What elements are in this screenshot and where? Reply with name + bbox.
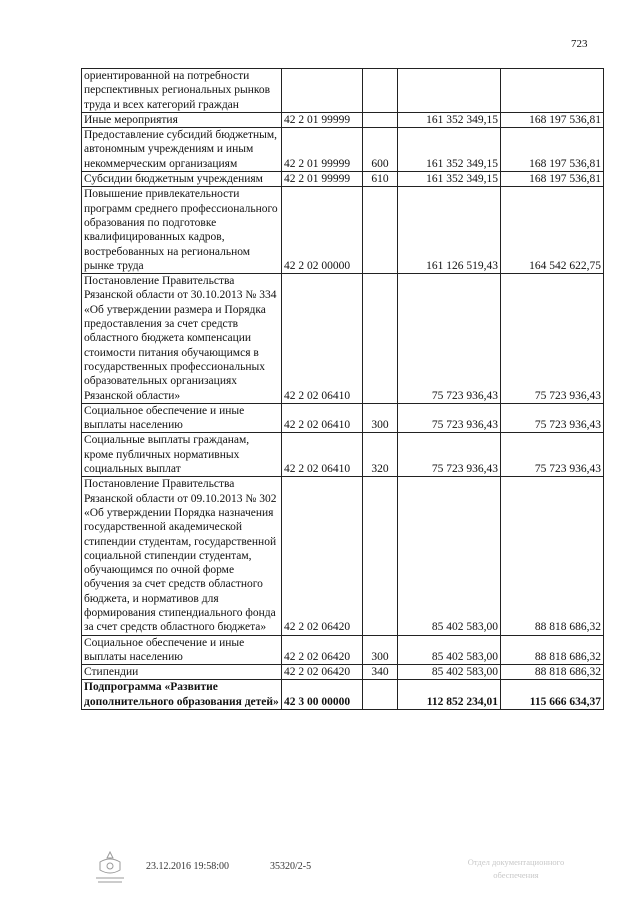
row-expense-type: 300	[363, 635, 398, 665]
row-description: Социальные выплаты гражданам, кроме публичных нормативных социальных выплат	[82, 433, 282, 477]
row-amount-year-1: 161 352 349,15	[398, 172, 501, 187]
row-amount-year-2: 168 197 536,81	[501, 172, 604, 187]
row-expense-type	[363, 477, 398, 635]
row-target-code: 42 2 02 06420	[282, 477, 363, 635]
row-expense-type: 340	[363, 665, 398, 680]
footer-doc-number: 35320/2-5	[270, 861, 312, 872]
row-description: Повышение привлекательности программ среднего профессионального образования по подготовке квалифицированных кадров, востребованных на региональном рынке труда	[82, 187, 282, 274]
row-amount-year-1: 85 402 583,00	[398, 635, 501, 665]
row-amount-year-2: 88 818 686,32	[501, 635, 604, 665]
row-amount-year-2: 168 197 536,81	[501, 112, 604, 127]
row-target-code: 42 2 02 06410	[282, 403, 363, 433]
table-row	[82, 433, 604, 477]
row-amount-year-1: 75 723 936,43	[398, 274, 501, 404]
row-expense-type	[363, 187, 398, 274]
row-target-code: 42 2 01 99999	[282, 112, 363, 127]
row-amount-year-1: 85 402 583,00	[398, 665, 501, 680]
row-target-code: 42 2 02 06410	[282, 433, 363, 477]
table-row	[82, 172, 604, 187]
table-row	[82, 403, 604, 433]
row-amount-year-1: 161 352 349,15	[398, 112, 501, 127]
row-amount-year-2: 88 818 686,32	[501, 477, 604, 635]
row-description: Постановление Правительства Рязанской области от 09.10.2013 № 302 «Об утверждении Порядка назначения государственной академической стипендии студентам, государственной социальной стипендии студентам, обучающимся по очной форме обучения за счет средств областного бюджета, и нормативов для формирования стипендиального фонда за счет средств областного бюджета»	[82, 477, 282, 635]
table-row	[82, 477, 604, 635]
row-target-code: 42 2 01 99999	[282, 128, 363, 172]
row-target-code: 42 2 01 99999	[282, 172, 363, 187]
row-target-code: 42 2 02 00000	[282, 187, 363, 274]
row-target-code: 42 3 00 00000	[282, 680, 363, 710]
row-amount-year-2: 88 818 686,32	[501, 665, 604, 680]
row-expense-type	[363, 112, 398, 127]
row-expense-type: 610	[363, 172, 398, 187]
row-expense-type: 600	[363, 128, 398, 172]
row-description: Иные мероприятия	[82, 112, 282, 127]
row-amount-year-1: 161 352 349,15	[398, 128, 501, 172]
table-row	[82, 680, 604, 710]
row-amount-year-2: 75 723 936,43	[501, 433, 604, 477]
row-amount-year-1: 112 852 234,01	[398, 680, 501, 710]
row-target-code	[282, 69, 363, 113]
row-target-code: 42 2 02 06420	[282, 665, 363, 680]
row-amount-year-2: 115 666 634,37	[501, 680, 604, 710]
row-description: Постановление Правительства Рязанской области от 30.10.2013 № 334 «Об утверждении размера и Порядка предоставления за счет средств областного бюджета компенсации стоимости питания обучающимся в государственных профессиональных образовательных организациях Рязанской области»	[82, 274, 282, 404]
row-expense-type	[363, 69, 398, 113]
row-target-code: 42 2 02 06420	[282, 635, 363, 665]
table-row	[82, 187, 604, 274]
row-description: Предоставление субсидий бюджетным, автономным учреждениям и иным некоммерческим организациям	[82, 128, 282, 172]
faint-office-stamp: Отдел документационного обеспечения	[467, 857, 565, 880]
row-amount-year-2: 75 723 936,43	[501, 403, 604, 433]
table-row	[82, 128, 604, 172]
row-amount-year-1: 85 402 583,00	[398, 477, 501, 635]
budget-table	[81, 68, 604, 710]
row-description: Социальное обеспечение и иные выплаты населению	[82, 403, 282, 433]
row-expense-type: 320	[363, 433, 398, 477]
row-amount-year-1	[398, 69, 501, 113]
table-row	[82, 665, 604, 680]
budget-table-body	[82, 69, 604, 710]
row-expense-type	[363, 680, 398, 710]
row-amount-year-2: 168 197 536,81	[501, 128, 604, 172]
row-description: Социальное обеспечение и иные выплаты населению	[82, 635, 282, 665]
emblem-stamp-icon	[90, 848, 130, 886]
row-description: Субсидии бюджетным учреждениям	[82, 172, 282, 187]
row-expense-type: 300	[363, 403, 398, 433]
page-number: 723	[571, 38, 588, 50]
row-description: Подпрограмма «Развитие дополнительного образования детей»	[82, 680, 282, 710]
row-description: ориентированной на потребности перспективных региональных рынков труда и всех категорий граждан	[82, 69, 282, 113]
row-amount-year-1: 161 126 519,43	[398, 187, 501, 274]
table-row	[82, 274, 604, 404]
table-row	[82, 635, 604, 665]
table-row	[82, 69, 604, 113]
row-amount-year-2: 164 542 622,75	[501, 187, 604, 274]
row-amount-year-2: 75 723 936,43	[501, 274, 604, 404]
footer-timestamp: 23.12.2016 19:58:00	[146, 861, 230, 872]
row-expense-type	[363, 274, 398, 404]
row-description: Стипендии	[82, 665, 282, 680]
row-amount-year-1: 75 723 936,43	[398, 433, 501, 477]
row-amount-year-1: 75 723 936,43	[398, 403, 501, 433]
row-amount-year-2	[501, 69, 604, 113]
table-row	[82, 112, 604, 127]
row-target-code: 42 2 02 06410	[282, 274, 363, 404]
